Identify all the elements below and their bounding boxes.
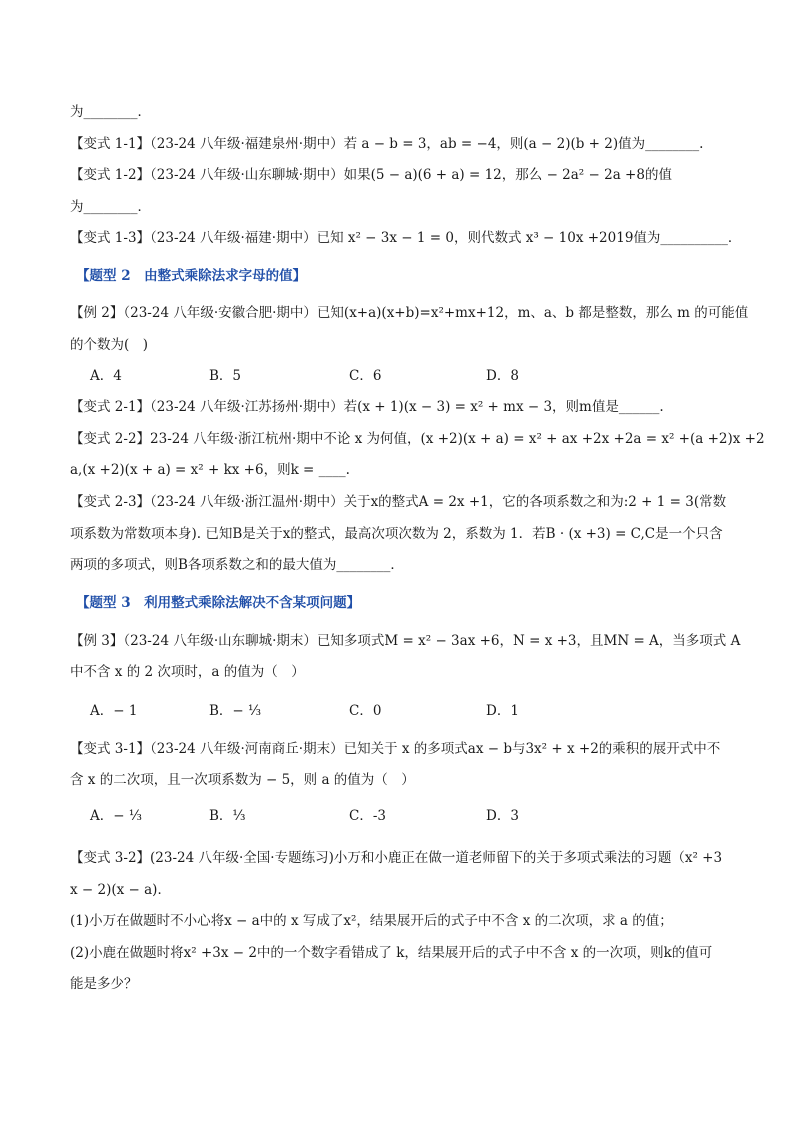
text-line: (1)小万在做题时不小心将x − a中的 x 写成了x²，结果展开后的式子中不含 x 的二次项，求 a 的值；	[70, 913, 673, 929]
text-line: 【变式 2-1】（23-24 八年级·江苏扬州·期中）若(x + 1)(x − 3) = x² + mx − 3，则m值是______.	[70, 399, 664, 415]
option-b: B．⅓	[209, 808, 246, 824]
text-line: a,(x +2)(x + a) = x² + kx +6，则k = ____.	[70, 462, 350, 478]
text-line: 中不含 x 的 2 次项时，a 的值为（ ）	[70, 664, 305, 680]
options-example-2	[90, 366, 519, 386]
option-a: A．− ⅓	[90, 808, 142, 824]
text-line: 【变式 1-3】（23-24 八年级·福建·期中）已知 x² − 3x − 1 = 0，则代数式 x³ − 10x +2019值为__________．	[70, 230, 742, 246]
text-line: 【例 3】（23-24 八年级·山东聊城·期末）已知多项式M = x² − 3ax +6，N = x +3，且MN = A，当多项式 A	[70, 633, 741, 649]
text-line: 为________．	[70, 199, 151, 215]
option-b: B．− ⅓	[209, 703, 262, 719]
text-line: 【例 2】（23-24 八年级·安徽合肥·期中）已知(x+a)(x+b)=x²+mx+12，m、a、b 都是整数，那么 m 的可能值	[70, 305, 749, 321]
text-line: 【变式 1-1】（23-24 八年级·福建泉州·期中）若 a − b = 3，ab = −4，则(a − 2)(b + 2)值为________.	[70, 136, 704, 152]
option-a: A．− 1	[90, 703, 138, 719]
section-heading-type3: 【题型 3 利用整式乘除法解决不含某项问题】	[76, 595, 361, 611]
text-line: 的个数为( )	[70, 337, 149, 353]
section-heading-type2: 【题型 2 由整式乘除法求字母的值】	[76, 268, 307, 284]
option-d: D．8	[486, 368, 519, 384]
text-line: 【变式 3-1】（23-24 八年级·河南商丘·期末）已知关于 x 的多项式ax − b与3x² + x +2的乘积的展开式中不	[70, 741, 721, 757]
text-line: (2)小鹿在做题时将x² +3x − 2中的一个数字看错成了 k，结果展开后的式子中不含 x 的一次项，则k的值可	[70, 945, 713, 961]
option-d: D．1	[486, 703, 519, 719]
option-b: B．5	[209, 368, 242, 384]
options-variant-3-1	[90, 806, 519, 826]
option-a: A．4	[90, 368, 122, 384]
text-line: 含 x 的二次项，且一次项系数为 − 5，则 a 的值为（ ）	[70, 772, 415, 788]
text-line: 【变式 3-2】(23-24 八年级·全国·专题练习)小万和小鹿正在做一道老师留下的关于多项式乘法的习题（x² +3	[70, 850, 723, 866]
text-line: x − 2)(x − a)．	[70, 882, 171, 898]
text-line: 项系数为常数项本身). 已知B是关于x的整式，最高次项次数为 2，系数为 1．若B · (x +3) = C,C是一个只含	[70, 526, 723, 542]
text-line: 【变式 2-3】（23-24 八年级·浙江温州·期中）关于x的整式A = 2x +1，它的各项系数之和为:2 + 1 = 3(常数	[70, 494, 727, 510]
text-line: 【变式 2-2】23-24 八年级·浙江杭州·期中不论 x 为何值，(x +2)(x + a) = x² + ax +2x +2a = x² +(a +2)x +2	[70, 431, 765, 447]
text-line: 为________．	[70, 104, 151, 120]
option-c: C．-3	[349, 808, 386, 824]
text-line: 能是多少？	[70, 976, 138, 992]
options-example-3	[90, 701, 519, 721]
text-line: 两项的多项式，则B各项系数之和的最大值为________．	[70, 557, 404, 573]
option-c: C．0	[349, 703, 382, 719]
option-c: C．6	[349, 368, 382, 384]
option-d: D．3	[486, 808, 519, 824]
text-line: 【变式 1-2】（23-24 八年级·山东聊城·期中）如果(5 − a)(6 + a) = 12，那么 − 2a² − 2a +8的值	[70, 167, 672, 183]
